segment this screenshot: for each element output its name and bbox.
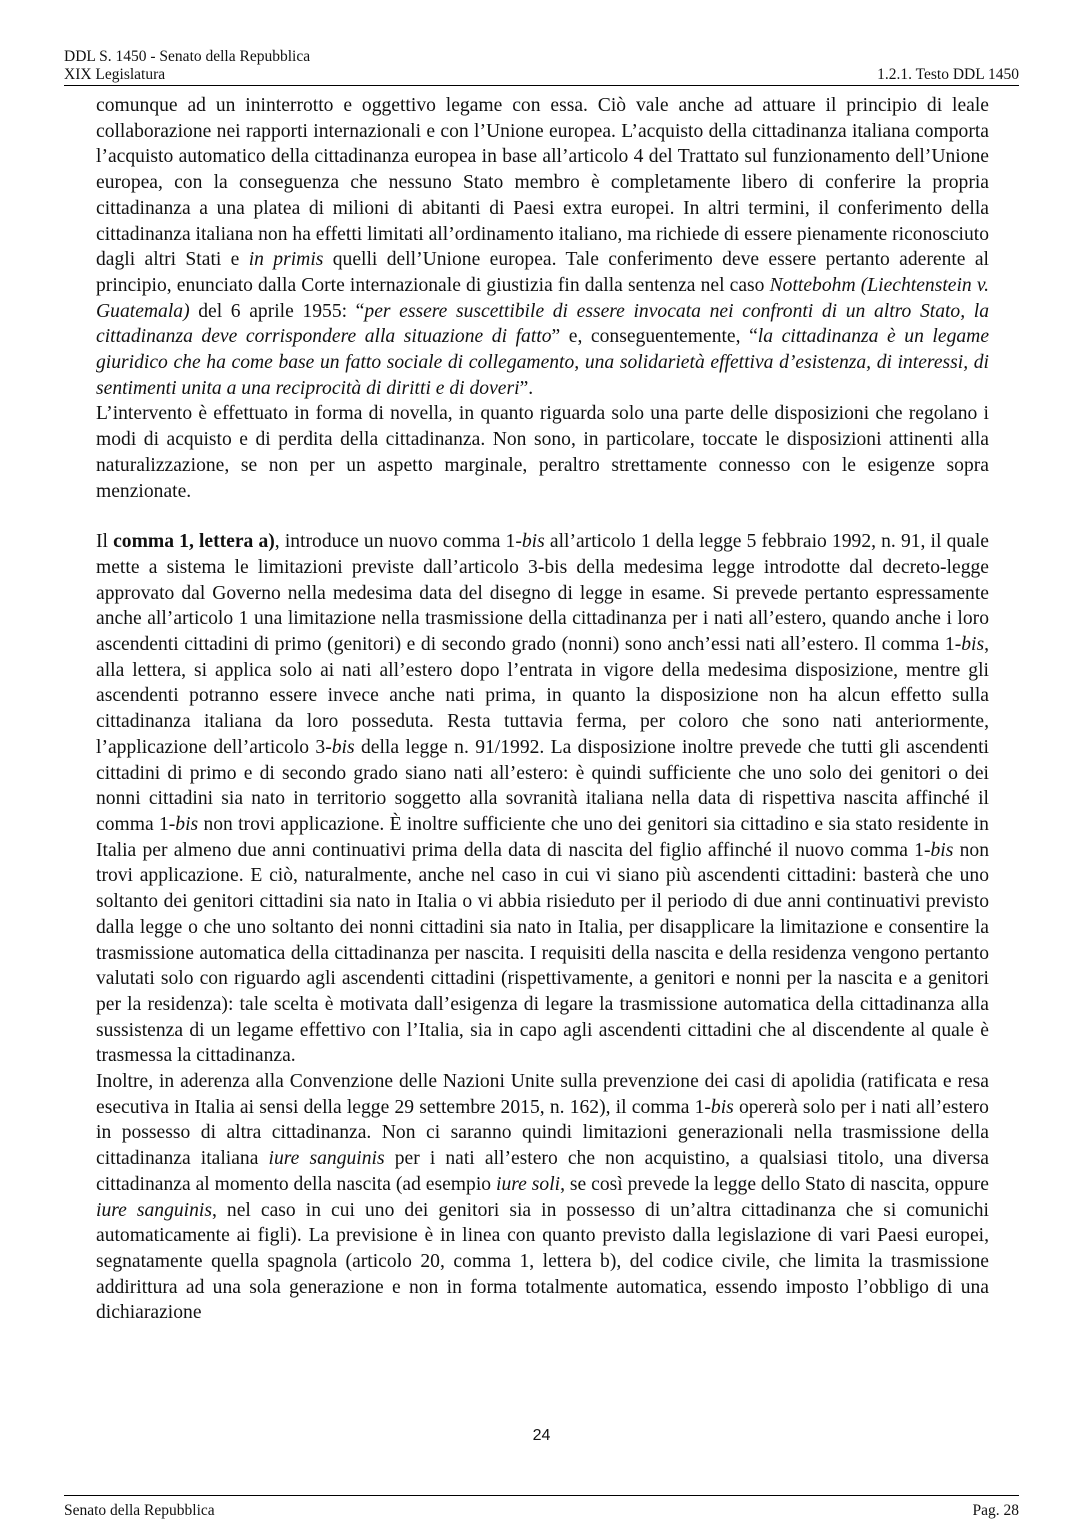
text-run: bis <box>521 531 545 553</box>
document-body <box>96 93 989 1326</box>
text-run: per essere suscettibile di essere invocata nei confronti di un altro Stato, la cittadinanza deve corrispondere alla situazione di fatto <box>96 300 989 348</box>
header-legislature: XIX Legislatura <box>64 66 166 83</box>
text-run: iure sanguinis <box>268 1148 385 1170</box>
text-run: bis <box>930 839 954 861</box>
header-row <box>64 66 1019 86</box>
text-run: bis <box>710 1096 734 1118</box>
text-run: della legge n. 91/1992. La disposizione inoltre prevede che tutti gli ascendenti cittadini di primo e di secondo grado siano nati all’estero: è quindi sufficiente che uno solo dei genitori o dei nonni cittadini sia nato in territorio soggetto alla sovranità italiana nella data di rispettiva nascita affinché il comma 1- <box>96 736 989 835</box>
text-run: per i nati all’estero che non acquistino, a qualsiasi titolo, una diversa cittadinanza al momento della nascita (ad esempio <box>96 1148 990 1195</box>
text-run: bis <box>961 634 985 656</box>
paragraph-2 <box>96 401 989 504</box>
text-run: bis <box>175 813 199 835</box>
page-footer <box>64 1495 1019 1520</box>
text-run: , introduce un nuovo comma 1- <box>274 531 522 553</box>
text-run: iure soli <box>496 1173 561 1195</box>
text-run: in primis <box>248 249 324 271</box>
text-run: quelli dell’Unione europea. Tale conferimento deve essere pertanto aderente al principio, enunciato dalla Corte internazionale di giustizia fin dalla sentenza nel caso <box>96 249 989 296</box>
text-run: iure sanguinis <box>96 1199 212 1221</box>
text-run: non trovi applicazione. È inoltre sufficiente che uno dei genitori sia cittadino e sia stato residente in Italia per almeno due anni continuativi prima della data di nascita del figlio affinché il nuovo comma 1- <box>96 813 989 861</box>
header-section: 1.2.1. Testo DDL 1450 <box>877 66 1019 83</box>
text-run: opererà solo per i nati all’estero in possesso di altra cittadinanza. Non ci saranno quindi limitazioni generazionali nella trasmissione della cittadinanza italiana <box>96 1096 989 1170</box>
text-run: comunque ad un ininterrotto e oggettivo legame con essa. Ciò vale anche ad attuare il principio di leale collaborazione nei rapporti internazionali e con l’Unione europea. L’acquisto della cittadinanza italiana comporta l’acquisto automatico della cittadinanza europea in base all’articolo 4 del Trattato sul funzionamento dell’Unione europea, con la conseguenza che nessuno Stato membro è completamente libero di conferire la propria cittadinanza a una platea di milioni di abitanti di Paesi extra europei. In altri termini, il conferimento della cittadinanza italiana non ha effetti limitati all’ordinamento italiano, ma richiede di essere pienamente riconosciuto dagli altri Stati e <box>96 95 989 271</box>
text-run: Inoltre, in aderenza alla Convenzione delle Nazioni Unite sulla prevenzione dei casi di apolidia (ratificata e resa esecutiva in Italia ai sensi della legge 29 settembre 2015, n. 162), il comma 1- <box>96 1071 989 1118</box>
page-header <box>64 48 1019 86</box>
text-run: ”. <box>519 377 534 399</box>
text-run: comma 1, lettera a) <box>113 531 275 553</box>
footer-right: Pag. 28 <box>972 1502 1019 1519</box>
footer-left: Senato della Repubblica <box>64 1502 215 1519</box>
text-run: L’intervento è effettuato in forma di novella, in quanto riguarda solo una parte delle disposizioni che regolano i modi di acquisto e di perdita della cittadinanza. Non sono, in particolare, toccate le disposizioni attinenti alla naturalizzazione, se non per un aspetto marginale, peraltro strettamente connesso con le esigenze sopra menzionate. <box>96 403 989 502</box>
text-run: , alla lettera, si applica solo ai nati all’estero dopo l’entrata in vigore della medesima disposizione, mentre gli ascendenti potranno essere invece anche nati prima, in quanto la disposizione non ha alcun effetto sulla cittadinanza italiana da loro posseduta. Resta tuttavia ferma, per coloro che sono nati anteriormente, l’applicazione dell’articolo 3- <box>96 634 989 758</box>
text-run: Il <box>96 531 114 553</box>
paragraph-4 <box>96 1069 989 1326</box>
text-run: la cittadinanza è un legame giuridico che ha come base un fatto sociale di collegamento, una solidarietà effettiva d’esistenza, di interessi, di sentimenti unita a una reciprocità di diritti e di doveri <box>96 326 990 399</box>
text-run: , nel caso in cui uno dei genitori sia in possesso di un’altra cittadinanza che si comunichi automaticamente ai figli). La previsione è in linea con quanto previsto dalla legislazione di vari Paesi europei, segnatamente quella spagnola (articolo 20, comma 1, lettera b), del codice civile, che limita la trasmissione addirittura ad una sola generazione e non in forma totalmente automatica, essendo imposto l’obbligo di una dichiarazione <box>96 1199 989 1324</box>
header-title: DDL S. 1450 - Senato della Repubblica <box>64 48 311 65</box>
text-run: Nottebohm (Liechtenstein v. Guatemala) <box>96 274 989 322</box>
paragraph-3 <box>96 529 989 1069</box>
text-run: del 6 aprile 1955: “ <box>189 300 365 322</box>
text-run: , se così prevede la legge dello Stato di nascita, oppure <box>560 1173 989 1195</box>
paragraph-1 <box>96 93 989 401</box>
text-run: ” e, conseguentemente, “ <box>551 326 758 348</box>
text-run: all’articolo 1 della legge 5 febbraio 1992, n. 91, il quale mette a sistema le limitazioni previste dall’articolo 3-bis della medesima legge introdotte dal decreto-legge approvato dal Governo nella medesima data del disegno di legge in esame. Si prevede pertanto espressamente anche all’articolo 1 una limitazione nella trasmissione della cittadinanza per i nati all’estero, quando anche i loro ascendenti cittadini di primo (genitori) e di secondo grado (nonni) sono anch’essi nati all’estero. Il comma 1- <box>96 531 989 656</box>
page-number: 24 <box>532 1427 551 1444</box>
text-run: bis <box>331 736 355 758</box>
text-run: non trovi applicazione. E ciò, naturalmente, anche nel caso in cui vi siano più ascendenti cittadini: basterà che uno soltanto dei genitori cittadini sia nato in Italia o vi abbia risieduto per il periodo di due anni continuativi previsto dalla legge o che uno soltanto dei nonni cittadini sia nato in Italia, per disapplicare la limitazione e consentire la trasmissione automatica della cittadinanza per nascita. I requisiti della nascita e della residenza vengono pertanto valutati solo con riguardo agli ascendenti cittadini (rispettivamente, a genitori e nonni per la nascita e a genitori per la residenza): tale scelta è motivata dall’esigenza di legare la trasmissione automatica della cittadinanza alla sussistenza di un legame effettivo con l’Italia, sia in capo agli ascendenti cittadini che al discendente al quale è trasmessa la cittadinanza. <box>96 839 989 1067</box>
